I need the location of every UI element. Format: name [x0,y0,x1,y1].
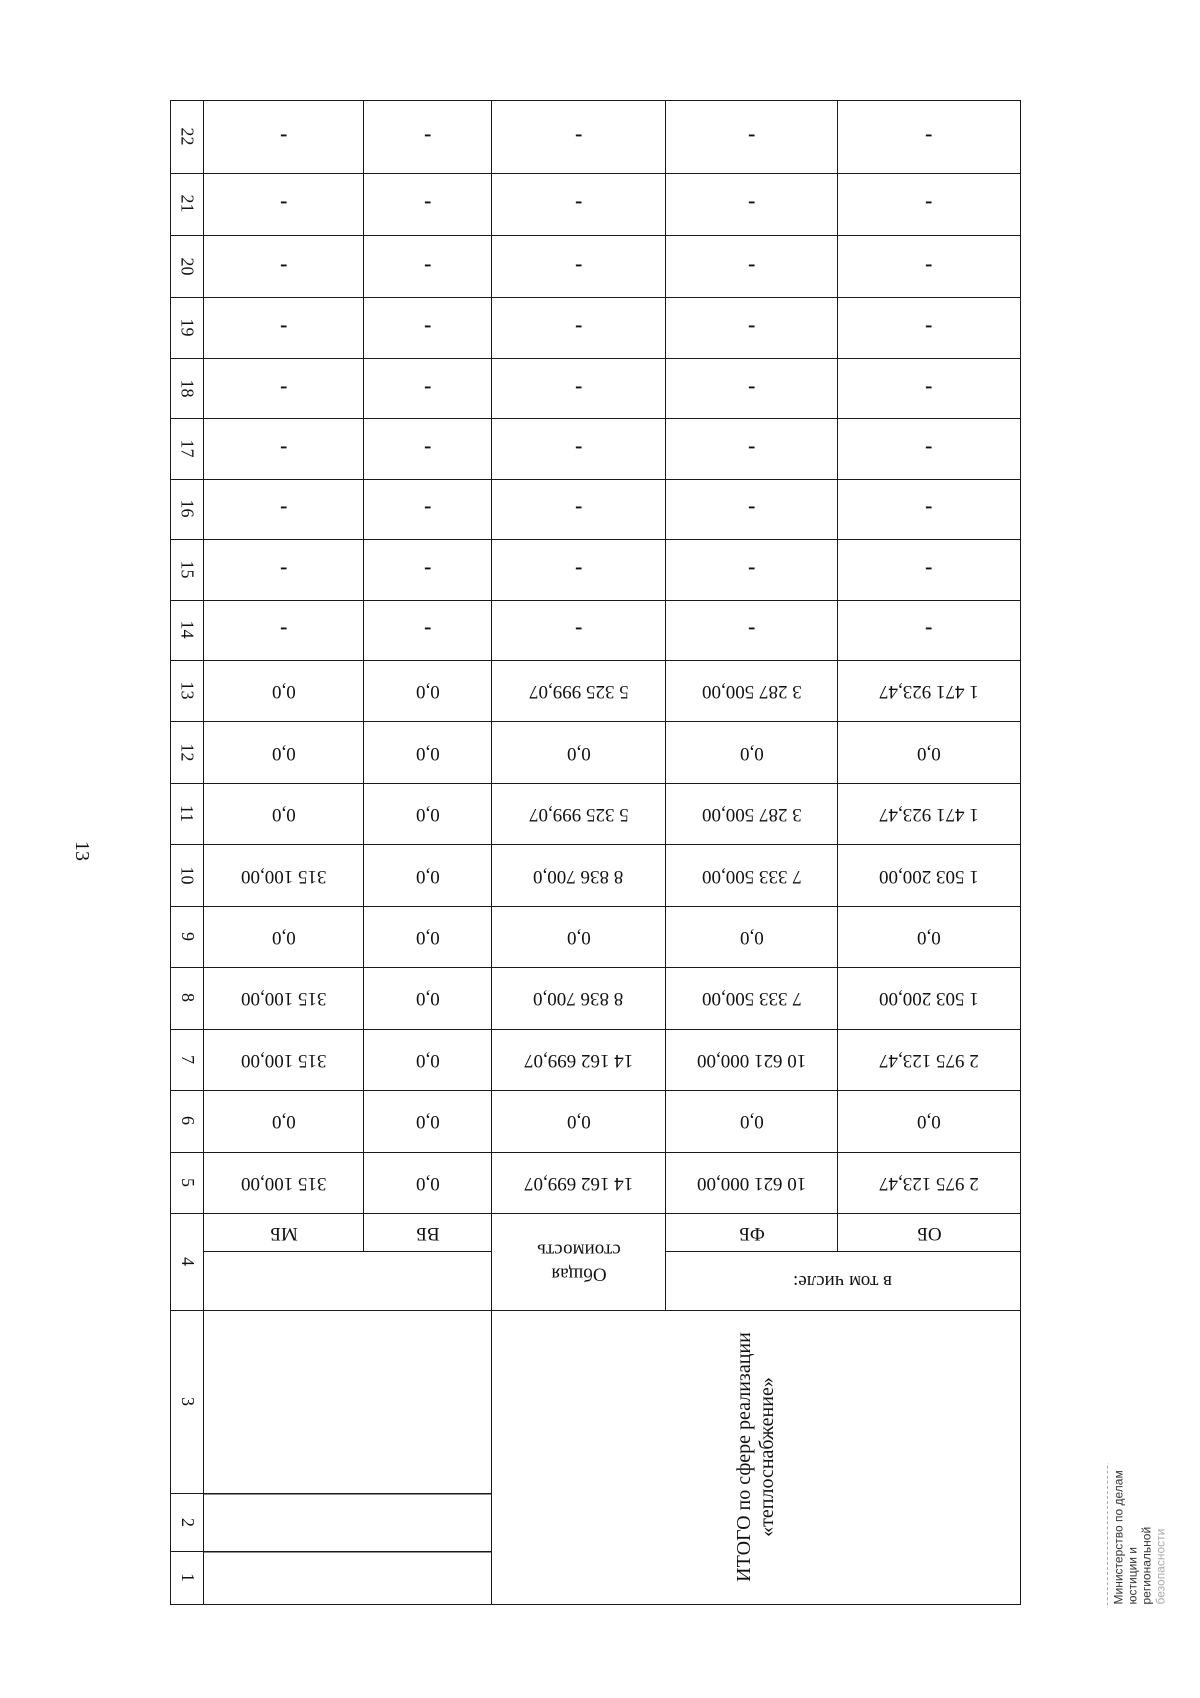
code-fb: ФБ [666,1213,838,1251]
stamp-line-1: Министерство по делам [1111,1470,1126,1605]
cell-vb-19: - [364,298,492,358]
cell-fb-20: - [666,235,838,297]
cell-total-5: 14 162 699,07 [492,1152,666,1213]
cell-ob-16: - [838,479,1021,539]
col-number-12: 12 [171,722,204,783]
including-label: в том числе: [666,1252,1021,1310]
cell-mb-18: - [204,358,364,418]
cell-mb-8: 315 100,00 [204,968,364,1029]
cell-vb-16: - [364,479,492,539]
col-number-1: 1 [171,1552,204,1605]
cell-total-12: 0,0 [492,722,666,783]
cell-vb-14: - [364,600,492,660]
code-mb: МБ [204,1213,364,1251]
col-number-6: 6 [171,1091,204,1152]
cell-fb-18: - [666,358,838,418]
cell-vb-17: - [364,419,492,479]
cell-mb-13: 0,0 [204,661,364,722]
blank-top-left [204,1310,492,1604]
cell-total-7: 14 162 699,07 [492,1029,666,1090]
blank-4-left [204,1252,492,1310]
cell-fb-21: - [666,173,838,235]
cell-vb-9: 0,0 [364,906,492,967]
cell-fb-11: 3 287 500,00 [666,783,838,844]
cell-fb-13: 3 287 500,00 [666,661,838,722]
cell-mb-15: - [204,540,364,600]
cell-vb-8: 0,0 [364,968,492,1029]
cell-mb-14: - [204,600,364,660]
cell-fb-16: - [666,479,838,539]
cell-mb-20: - [204,235,364,297]
cell-total-8: 8 836 700,0 [492,968,666,1029]
col-number-15: 15 [171,540,204,600]
cell-ob-13: 1 471 923,47 [838,661,1021,722]
cell-ob-18: - [838,358,1021,418]
cell-fb-14: - [666,600,838,660]
cell-ob-8: 1 503 200,00 [838,968,1021,1029]
cell-fb-12: 0,0 [666,722,838,783]
cell-vb-20: - [364,235,492,297]
cell-mb-22: - [204,101,364,174]
cell-fb-19: - [666,298,838,358]
col-number-13: 13 [171,661,204,722]
cell-vb-12: 0,0 [364,722,492,783]
cell-mb-12: 0,0 [204,722,364,783]
col-number-2: 2 [171,1494,204,1552]
cell-total-11: 5 325 999,07 [492,783,666,844]
total-sphere-label: ИТОГО по сфере реализации «теплоснабжение» [492,1310,1021,1604]
code-vb: ВБ [364,1213,492,1251]
cell-mb-10: 315 100,00 [204,845,364,906]
cell-vb-21: - [364,173,492,235]
ministry-stamp [1107,1463,1200,1608]
cell-ob-10: 1 503 200,00 [838,845,1021,906]
cell-ob-5: 2 975 123,47 [838,1152,1021,1213]
cell-total-21: - [492,173,666,235]
col-number-3: 3 [171,1310,204,1493]
cell-vb-7: 0,0 [364,1029,492,1090]
col-number-14: 14 [171,600,204,660]
cell-total-16: - [492,479,666,539]
cell-ob-6: 0,0 [838,1091,1021,1152]
cell-fb-8: 7 333 500,00 [666,968,838,1029]
cell-mb-21: - [204,173,364,235]
col-number-9: 9 [171,906,204,967]
cell-ob-14: - [838,600,1021,660]
cell-fb-22: - [666,101,838,174]
cell-mb-16: - [204,479,364,539]
cell-total-9: 0,0 [492,906,666,967]
cell-total-15: - [492,540,666,600]
cell-total-18: - [492,358,666,418]
cell-vb-18: - [364,358,492,418]
cell-ob-22: - [838,101,1021,174]
cell-fb-7: 10 621 000,00 [666,1029,838,1090]
code-ob: ОБ [838,1213,1021,1251]
cell-vb-15: - [364,540,492,600]
col-number-7: 7 [171,1029,204,1090]
cell-mb-5: 315 100,00 [204,1152,364,1213]
col-number-5: 5 [171,1152,204,1213]
col-number-16: 16 [171,479,204,539]
col-number-21: 21 [171,173,204,235]
cell-total-14: - [492,600,666,660]
cell-vb-22: - [364,101,492,174]
cell-total-19: - [492,298,666,358]
cell-total-13: 5 325 999,07 [492,661,666,722]
col-number-11: 11 [171,783,204,844]
cell-total-10: 8 836 700,0 [492,845,666,906]
cell-ob-20: - [838,235,1021,297]
cell-mb-19: - [204,298,364,358]
cell-total-6: 0,0 [492,1091,666,1152]
cell-fb-9: 0,0 [666,906,838,967]
cell-mb-7: 315 100,00 [204,1029,364,1090]
cell-total-17: - [492,419,666,479]
cell-mb-6: 0,0 [204,1091,364,1152]
cell-ob-11: 1 471 923,47 [838,783,1021,844]
col-number-19: 19 [171,298,204,358]
total-cost-label: Общая стоимость [492,1213,666,1310]
cell-ob-7: 2 975 123,47 [838,1029,1021,1090]
col-number-20: 20 [171,235,204,297]
cell-ob-17: - [838,419,1021,479]
cell-vb-5: 0,0 [364,1152,492,1213]
cell-ob-12: 0,0 [838,722,1021,783]
cell-fb-5: 10 621 000,00 [666,1152,838,1213]
col-number-8: 8 [171,968,204,1029]
cell-vb-11: 0,0 [364,783,492,844]
cell-mb-9: 0,0 [204,906,364,967]
col-number-4: 4 [171,1213,204,1310]
col-number-10: 10 [171,845,204,906]
col-number-17: 17 [171,419,204,479]
cell-mb-17: - [204,419,364,479]
cell-ob-9: 0,0 [838,906,1021,967]
page-number: 13 [71,841,93,861]
stamp-line-3: безопасности [1153,1528,1168,1605]
cell-total-20: - [492,235,666,297]
cell-vb-13: 0,0 [364,661,492,722]
cell-ob-21: - [838,173,1021,235]
cell-fb-15: - [666,540,838,600]
col-number-22: 22 [171,101,204,174]
cell-fb-10: 7 333 500,00 [666,845,838,906]
cell-fb-17: - [666,419,838,479]
cell-total-22: - [492,101,666,174]
budget-table [170,100,1021,1605]
col-number-18: 18 [171,358,204,418]
stamp-line-2: юстиции и региональной [1125,1526,1154,1605]
budget-table-container [170,100,1020,1605]
cell-vb-10: 0,0 [364,845,492,906]
cell-mb-11: 0,0 [204,783,364,844]
cell-ob-15: - [838,540,1021,600]
cell-ob-19: - [838,298,1021,358]
cell-vb-6: 0,0 [364,1091,492,1152]
cell-fb-6: 0,0 [666,1091,838,1152]
